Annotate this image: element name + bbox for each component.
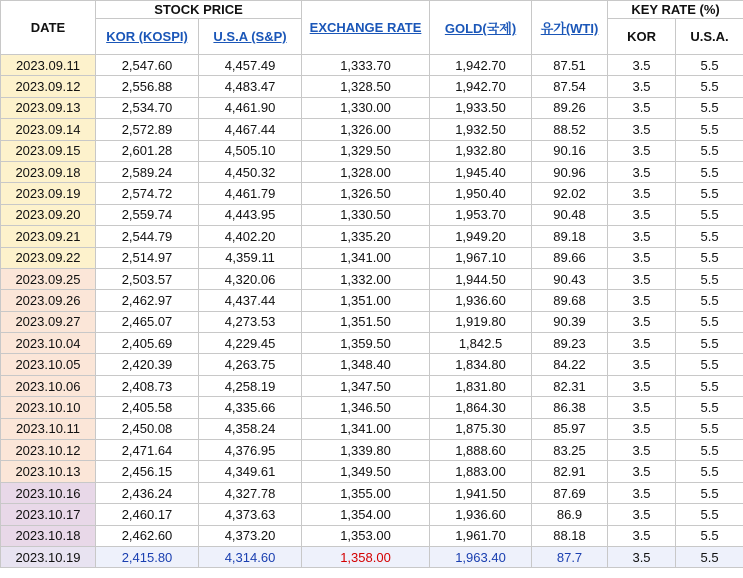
kor-rate-cell: 3.5 xyxy=(608,119,676,140)
table-row xyxy=(1,204,743,225)
sp-cell: 4,467.44 xyxy=(199,119,302,140)
header-gold-link[interactable]: GOLD(국제) xyxy=(430,1,532,55)
table-row xyxy=(1,183,743,204)
gold-cell: 1,883.00 xyxy=(430,461,532,482)
gold-cell: 1,945.40 xyxy=(430,161,532,182)
sp-cell: 4,373.20 xyxy=(199,525,302,546)
oil-cell: 87.51 xyxy=(532,55,608,76)
usa-rate-cell: 5.5 xyxy=(676,311,743,332)
oil-cell: 90.96 xyxy=(532,161,608,182)
date-cell: 2023.10.11 xyxy=(1,418,96,439)
gold-cell: 1,888.60 xyxy=(430,440,532,461)
table-row xyxy=(1,546,743,567)
gold-cell: 1,831.80 xyxy=(430,375,532,396)
date-cell: 2023.09.12 xyxy=(1,76,96,97)
usa-rate-cell: 5.5 xyxy=(676,183,743,204)
kospi-cell: 2,514.97 xyxy=(96,247,199,268)
kospi-cell: 2,471.64 xyxy=(96,440,199,461)
exchange-rate-cell: 1,335.20 xyxy=(302,226,430,247)
kospi-cell: 2,572.89 xyxy=(96,119,199,140)
table-row xyxy=(1,268,743,289)
kor-rate-cell: 3.5 xyxy=(608,504,676,525)
gold-cell: 1,950.40 xyxy=(430,183,532,204)
kospi-cell: 2,589.24 xyxy=(96,161,199,182)
kor-rate-cell: 3.5 xyxy=(608,482,676,503)
kospi-cell: 2,405.58 xyxy=(96,397,199,418)
sp-cell: 4,402.20 xyxy=(199,226,302,247)
sp-cell: 4,461.79 xyxy=(199,183,302,204)
gold-cell: 1,942.70 xyxy=(430,76,532,97)
table-row xyxy=(1,354,743,375)
gold-cell: 1,875.30 xyxy=(430,418,532,439)
sp-cell: 4,457.49 xyxy=(199,55,302,76)
table-row xyxy=(1,525,743,546)
date-cell: 2023.09.22 xyxy=(1,247,96,268)
sp-cell: 4,320.06 xyxy=(199,268,302,289)
gold-cell: 1,936.60 xyxy=(430,504,532,525)
exchange-rate-cell: 1,355.00 xyxy=(302,482,430,503)
kospi-cell: 2,460.17 xyxy=(96,504,199,525)
kospi-cell: 2,534.70 xyxy=(96,97,199,118)
oil-cell: 90.48 xyxy=(532,204,608,225)
sp-cell: 4,229.45 xyxy=(199,333,302,354)
gold-cell: 1,932.50 xyxy=(430,119,532,140)
table-row xyxy=(1,290,743,311)
sp-cell: 4,505.10 xyxy=(199,140,302,161)
kospi-cell: 2,462.97 xyxy=(96,290,199,311)
oil-cell: 89.18 xyxy=(532,226,608,247)
sp-cell: 4,335.66 xyxy=(199,397,302,418)
table-row xyxy=(1,375,743,396)
kor-rate-cell: 3.5 xyxy=(608,161,676,182)
exchange-rate-cell: 1,326.00 xyxy=(302,119,430,140)
oil-cell: 92.02 xyxy=(532,183,608,204)
oil-cell: 86.9 xyxy=(532,504,608,525)
date-cell: 2023.09.13 xyxy=(1,97,96,118)
date-cell: 2023.10.17 xyxy=(1,504,96,525)
exchange-rate-cell: 1,348.40 xyxy=(302,354,430,375)
date-cell: 2023.10.04 xyxy=(1,333,96,354)
sp-cell: 4,373.63 xyxy=(199,504,302,525)
usa-rate-cell: 5.5 xyxy=(676,482,743,503)
table-body xyxy=(1,55,743,568)
kospi-cell: 2,503.57 xyxy=(96,268,199,289)
sp-cell: 4,314.60 xyxy=(199,546,302,567)
table-row xyxy=(1,333,743,354)
date-cell: 2023.09.14 xyxy=(1,119,96,140)
sp-cell: 4,359.11 xyxy=(199,247,302,268)
header-stock-price: STOCK PRICE xyxy=(96,1,302,19)
date-cell: 2023.09.21 xyxy=(1,226,96,247)
usa-rate-cell: 5.5 xyxy=(676,140,743,161)
usa-rate-cell: 5.5 xyxy=(676,418,743,439)
table-row xyxy=(1,397,743,418)
gold-cell: 1,834.80 xyxy=(430,354,532,375)
gold-cell: 1,944.50 xyxy=(430,268,532,289)
kor-rate-cell: 3.5 xyxy=(608,183,676,204)
table-row xyxy=(1,504,743,525)
sp-cell: 4,327.78 xyxy=(199,482,302,503)
gold-cell: 1,961.70 xyxy=(430,525,532,546)
exchange-rate-cell: 1,328.00 xyxy=(302,161,430,182)
oil-cell: 85.97 xyxy=(532,418,608,439)
oil-cell: 90.43 xyxy=(532,268,608,289)
kor-rate-cell: 3.5 xyxy=(608,204,676,225)
exchange-rate-cell: 1,353.00 xyxy=(302,525,430,546)
oil-cell: 86.38 xyxy=(532,397,608,418)
exchange-rate-cell: 1,332.00 xyxy=(302,268,430,289)
date-cell: 2023.09.26 xyxy=(1,290,96,311)
usa-rate-cell: 5.5 xyxy=(676,504,743,525)
usa-rate-cell: 5.5 xyxy=(676,119,743,140)
kospi-cell: 2,462.60 xyxy=(96,525,199,546)
sp-cell: 4,273.53 xyxy=(199,311,302,332)
header-kor: KOR xyxy=(608,19,676,55)
oil-cell: 89.23 xyxy=(532,333,608,354)
usa-rate-cell: 5.5 xyxy=(676,546,743,567)
date-cell: 2023.09.18 xyxy=(1,161,96,182)
header-oil-link[interactable]: 유가(WTI) xyxy=(532,1,608,55)
gold-cell: 1,941.50 xyxy=(430,482,532,503)
exchange-rate-cell: 1,341.00 xyxy=(302,247,430,268)
kospi-cell: 2,547.60 xyxy=(96,55,199,76)
kospi-cell: 2,408.73 xyxy=(96,375,199,396)
table-row xyxy=(1,440,743,461)
sp-cell: 4,443.95 xyxy=(199,204,302,225)
oil-cell: 88.52 xyxy=(532,119,608,140)
usa-rate-cell: 5.5 xyxy=(676,97,743,118)
header-kospi-link[interactable]: KOR (KOSPI) xyxy=(96,19,199,55)
header-key-rate: KEY RATE (%) xyxy=(608,1,743,19)
oil-cell: 89.68 xyxy=(532,290,608,311)
kor-rate-cell: 3.5 xyxy=(608,461,676,482)
header-date: DATE xyxy=(1,1,96,55)
kor-rate-cell: 3.5 xyxy=(608,140,676,161)
usa-rate-cell: 5.5 xyxy=(676,397,743,418)
usa-rate-cell: 5.5 xyxy=(676,290,743,311)
exchange-rate-cell: 1,349.50 xyxy=(302,461,430,482)
kospi-cell: 2,559.74 xyxy=(96,204,199,225)
date-cell: 2023.10.06 xyxy=(1,375,96,396)
oil-cell: 90.16 xyxy=(532,140,608,161)
gold-cell: 1,842.5 xyxy=(430,333,532,354)
exchange-rate-cell: 1,328.50 xyxy=(302,76,430,97)
exchange-rate-cell: 1,358.00 xyxy=(302,546,430,567)
kor-rate-cell: 3.5 xyxy=(608,525,676,546)
exchange-rate-cell: 1,330.50 xyxy=(302,204,430,225)
exchange-rate-cell: 1,341.00 xyxy=(302,418,430,439)
table-row xyxy=(1,247,743,268)
gold-cell: 1,933.50 xyxy=(430,97,532,118)
kor-rate-cell: 3.5 xyxy=(608,55,676,76)
exchange-rate-cell: 1,351.00 xyxy=(302,290,430,311)
exchange-rate-cell: 1,359.50 xyxy=(302,333,430,354)
table-row xyxy=(1,55,743,76)
gold-cell: 1,949.20 xyxy=(430,226,532,247)
sp-cell: 4,461.90 xyxy=(199,97,302,118)
kor-rate-cell: 3.5 xyxy=(608,354,676,375)
usa-rate-cell: 5.5 xyxy=(676,226,743,247)
usa-rate-cell: 5.5 xyxy=(676,440,743,461)
date-cell: 2023.10.10 xyxy=(1,397,96,418)
table-row xyxy=(1,161,743,182)
oil-cell: 88.18 xyxy=(532,525,608,546)
usa-rate-cell: 5.5 xyxy=(676,461,743,482)
oil-cell: 84.22 xyxy=(532,354,608,375)
kospi-cell: 2,415.80 xyxy=(96,546,199,567)
usa-rate-cell: 5.5 xyxy=(676,354,743,375)
usa-rate-cell: 5.5 xyxy=(676,375,743,396)
oil-cell: 90.39 xyxy=(532,311,608,332)
usa-rate-cell: 5.5 xyxy=(676,55,743,76)
kor-rate-cell: 3.5 xyxy=(608,333,676,354)
kor-rate-cell: 3.5 xyxy=(608,247,676,268)
usa-rate-cell: 5.5 xyxy=(676,333,743,354)
kospi-cell: 2,420.39 xyxy=(96,354,199,375)
sp-cell: 4,483.47 xyxy=(199,76,302,97)
sp-cell: 4,376.95 xyxy=(199,440,302,461)
gold-cell: 1,936.60 xyxy=(430,290,532,311)
table-row xyxy=(1,119,743,140)
kospi-cell: 2,601.28 xyxy=(96,140,199,161)
oil-cell: 82.31 xyxy=(532,375,608,396)
date-cell: 2023.09.25 xyxy=(1,268,96,289)
gold-cell: 1,919.80 xyxy=(430,311,532,332)
kospi-cell: 2,450.08 xyxy=(96,418,199,439)
oil-cell: 82.91 xyxy=(532,461,608,482)
exchange-rate-cell: 1,351.50 xyxy=(302,311,430,332)
kor-rate-cell: 3.5 xyxy=(608,97,676,118)
date-cell: 2023.10.05 xyxy=(1,354,96,375)
table-row xyxy=(1,461,743,482)
table-row xyxy=(1,418,743,439)
date-cell: 2023.10.18 xyxy=(1,525,96,546)
kor-rate-cell: 3.5 xyxy=(608,76,676,97)
usa-rate-cell: 5.5 xyxy=(676,268,743,289)
sp-cell: 4,358.24 xyxy=(199,418,302,439)
date-cell: 2023.09.11 xyxy=(1,55,96,76)
date-cell: 2023.10.16 xyxy=(1,482,96,503)
kospi-cell: 2,405.69 xyxy=(96,333,199,354)
kor-rate-cell: 3.5 xyxy=(608,290,676,311)
kospi-cell: 2,456.15 xyxy=(96,461,199,482)
usa-rate-cell: 5.5 xyxy=(676,525,743,546)
table-row xyxy=(1,97,743,118)
sp-cell: 4,349.61 xyxy=(199,461,302,482)
gold-cell: 1,953.70 xyxy=(430,204,532,225)
kor-rate-cell: 3.5 xyxy=(608,546,676,567)
usa-rate-cell: 5.5 xyxy=(676,76,743,97)
oil-cell: 87.54 xyxy=(532,76,608,97)
gold-cell: 1,967.10 xyxy=(430,247,532,268)
exchange-rate-cell: 1,346.50 xyxy=(302,397,430,418)
kor-rate-cell: 3.5 xyxy=(608,268,676,289)
table-row xyxy=(1,226,743,247)
kor-rate-cell: 3.5 xyxy=(608,311,676,332)
sp-cell: 4,437.44 xyxy=(199,290,302,311)
oil-cell: 89.66 xyxy=(532,247,608,268)
date-cell: 2023.09.27 xyxy=(1,311,96,332)
kospi-cell: 2,544.79 xyxy=(96,226,199,247)
gold-cell: 1,963.40 xyxy=(430,546,532,567)
date-cell: 2023.09.20 xyxy=(1,204,96,225)
date-cell: 2023.10.19 xyxy=(1,546,96,567)
exchange-rate-cell: 1,354.00 xyxy=(302,504,430,525)
kospi-cell: 2,436.24 xyxy=(96,482,199,503)
header-exchange-rate-link[interactable]: EXCHANGE RATE xyxy=(302,1,430,55)
table-row xyxy=(1,311,743,332)
exchange-rate-cell: 1,339.80 xyxy=(302,440,430,461)
gold-cell: 1,942.70 xyxy=(430,55,532,76)
kor-rate-cell: 3.5 xyxy=(608,440,676,461)
gold-cell: 1,932.80 xyxy=(430,140,532,161)
gold-cell: 1,864.30 xyxy=(430,397,532,418)
usa-rate-cell: 5.5 xyxy=(676,204,743,225)
sp-cell: 4,263.75 xyxy=(199,354,302,375)
exchange-rate-cell: 1,330.00 xyxy=(302,97,430,118)
oil-cell: 89.26 xyxy=(532,97,608,118)
kospi-cell: 2,574.72 xyxy=(96,183,199,204)
exchange-rate-cell: 1,333.70 xyxy=(302,55,430,76)
kor-rate-cell: 3.5 xyxy=(608,226,676,247)
oil-cell: 83.25 xyxy=(532,440,608,461)
kor-rate-cell: 3.5 xyxy=(608,375,676,396)
kor-rate-cell: 3.5 xyxy=(608,397,676,418)
exchange-rate-cell: 1,329.50 xyxy=(302,140,430,161)
header-sp-link[interactable]: U.S.A (S&P) xyxy=(199,19,302,55)
kor-rate-cell: 3.5 xyxy=(608,418,676,439)
table-row xyxy=(1,76,743,97)
date-cell: 2023.09.19 xyxy=(1,183,96,204)
usa-rate-cell: 5.5 xyxy=(676,247,743,268)
date-cell: 2023.10.13 xyxy=(1,461,96,482)
sp-cell: 4,258.19 xyxy=(199,375,302,396)
kospi-cell: 2,465.07 xyxy=(96,311,199,332)
exchange-rate-cell: 1,347.50 xyxy=(302,375,430,396)
sp-cell: 4,450.32 xyxy=(199,161,302,182)
header-usa: U.S.A. xyxy=(676,19,743,55)
oil-cell: 87.7 xyxy=(532,546,608,567)
table-row xyxy=(1,140,743,161)
date-cell: 2023.09.15 xyxy=(1,140,96,161)
table-row xyxy=(1,482,743,503)
oil-cell: 87.69 xyxy=(532,482,608,503)
usa-rate-cell: 5.5 xyxy=(676,161,743,182)
date-cell: 2023.10.12 xyxy=(1,440,96,461)
kospi-cell: 2,556.88 xyxy=(96,76,199,97)
exchange-rate-cell: 1,326.50 xyxy=(302,183,430,204)
